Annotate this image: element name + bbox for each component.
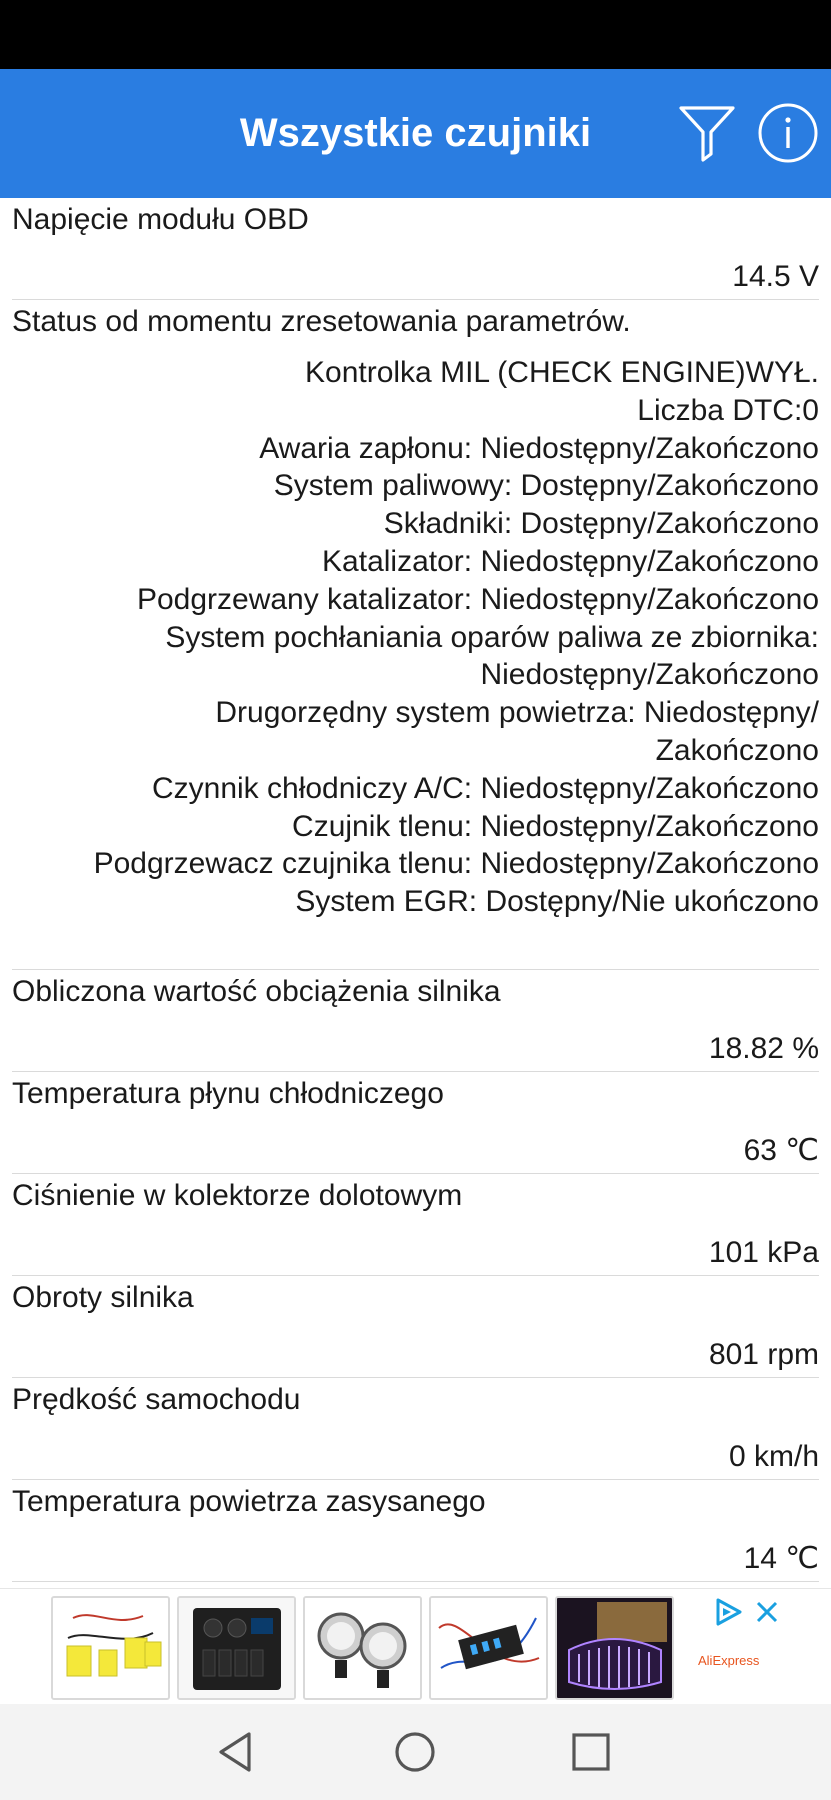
status-line: Składniki: Dostępny/Zakończono: [383, 507, 819, 541]
back-triangle-icon[interactable]: [207, 1722, 267, 1782]
status-lines: [12, 354, 819, 921]
info-icon[interactable]: [757, 102, 819, 164]
sensor-row: [12, 198, 819, 300]
sensor-value: 18.82 %: [708, 1032, 819, 1065]
status-block: [12, 300, 819, 970]
sensor-name: Napięcie modułu OBD: [12, 203, 309, 236]
sensor-value: 0 km/h: [728, 1440, 819, 1473]
status-line: Czynnik chłodniczy A/C: Niedostępny/Zakończono: [151, 771, 819, 805]
sensor-name: Obroty silnika: [12, 1281, 194, 1314]
app-bar: [0, 69, 831, 198]
status-line: System EGR: Dostępny/Nie ukończono: [295, 885, 819, 919]
sensor-value: 14.5 V: [732, 260, 819, 293]
sensor-name: Obliczona wartość obciążenia silnika: [12, 975, 501, 1008]
sensor-row: [12, 970, 819, 1072]
status-line: Zakończono: [655, 733, 819, 767]
page-title: Wszystkie czujniki: [239, 111, 592, 155]
sensor-row: [12, 1378, 819, 1480]
status-bar: [0, 0, 831, 69]
status-line: System paliwowy: Dostępny/Zakończono: [273, 469, 819, 503]
ad-banner[interactable]: [0, 1588, 831, 1704]
status-line: Liczba DTC:0: [637, 393, 819, 427]
filter-icon[interactable]: [677, 102, 737, 164]
sensor-list[interactable]: [0, 198, 831, 1588]
sensor-value: 14 ℃: [743, 1542, 819, 1575]
status-line: System pochłaniania oparów paliwa ze zbiornika:: [165, 620, 819, 654]
switch-panel-image[interactable]: [177, 1596, 296, 1700]
recents-square-icon[interactable]: [561, 1722, 621, 1782]
sensor-row: [12, 1480, 819, 1582]
status-line: Podgrzewacz czujnika tlenu: Niedostępny/Zakończono: [93, 847, 819, 881]
status-line: Kontrolka MIL (CHECK ENGINE)WYŁ.: [305, 356, 819, 389]
sensor-name: Ciśnienie w kolektorze dolotowym: [12, 1179, 463, 1212]
status-line: Podgrzewany katalizator: Niedostępny/Zakończono: [136, 582, 819, 616]
status-line: Czujnik tlenu: Niedostępny/Zakończono: [292, 809, 819, 843]
status-title: Status od momentu zresetowania parametrów.: [12, 305, 631, 338]
status-line: Awaria zapłonu: Niedostępny/Zakończono: [259, 431, 819, 465]
sensor-name: Temperatura płynu chłodniczego: [12, 1077, 444, 1110]
ad-brand[interactable]: AliExpress: [698, 1653, 760, 1668]
close-icon[interactable]: [752, 1597, 782, 1627]
sensor-name: Temperatura powietrza zasysanego: [12, 1485, 486, 1518]
sensor-row: [12, 1174, 819, 1276]
led-grille-image[interactable]: [555, 1596, 674, 1700]
home-circle-icon[interactable]: [385, 1722, 445, 1782]
status-line: Katalizator: Niedostępny/Zakończono: [322, 544, 819, 578]
sensor-name: Prędkość samochodu: [12, 1383, 301, 1416]
status-line: Drugorzędny system powietrza: Niedostępny/: [215, 696, 819, 730]
sensor-value: 63 ℃: [743, 1134, 819, 1167]
status-line: Niedostępny/Zakończono: [480, 658, 819, 692]
sensor-value: 101 kPa: [708, 1236, 819, 1269]
led-panels-image[interactable]: [51, 1596, 170, 1700]
fog-lights-image[interactable]: [303, 1596, 422, 1700]
navigation-bar: [0, 1704, 831, 1800]
sensor-value: 801 rpm: [708, 1338, 819, 1371]
switch-panel-wiring-image[interactable]: [429, 1596, 548, 1700]
adchoices-icon[interactable]: [714, 1597, 744, 1627]
sensor-row: [12, 1276, 819, 1378]
sensor-row: [12, 1072, 819, 1174]
